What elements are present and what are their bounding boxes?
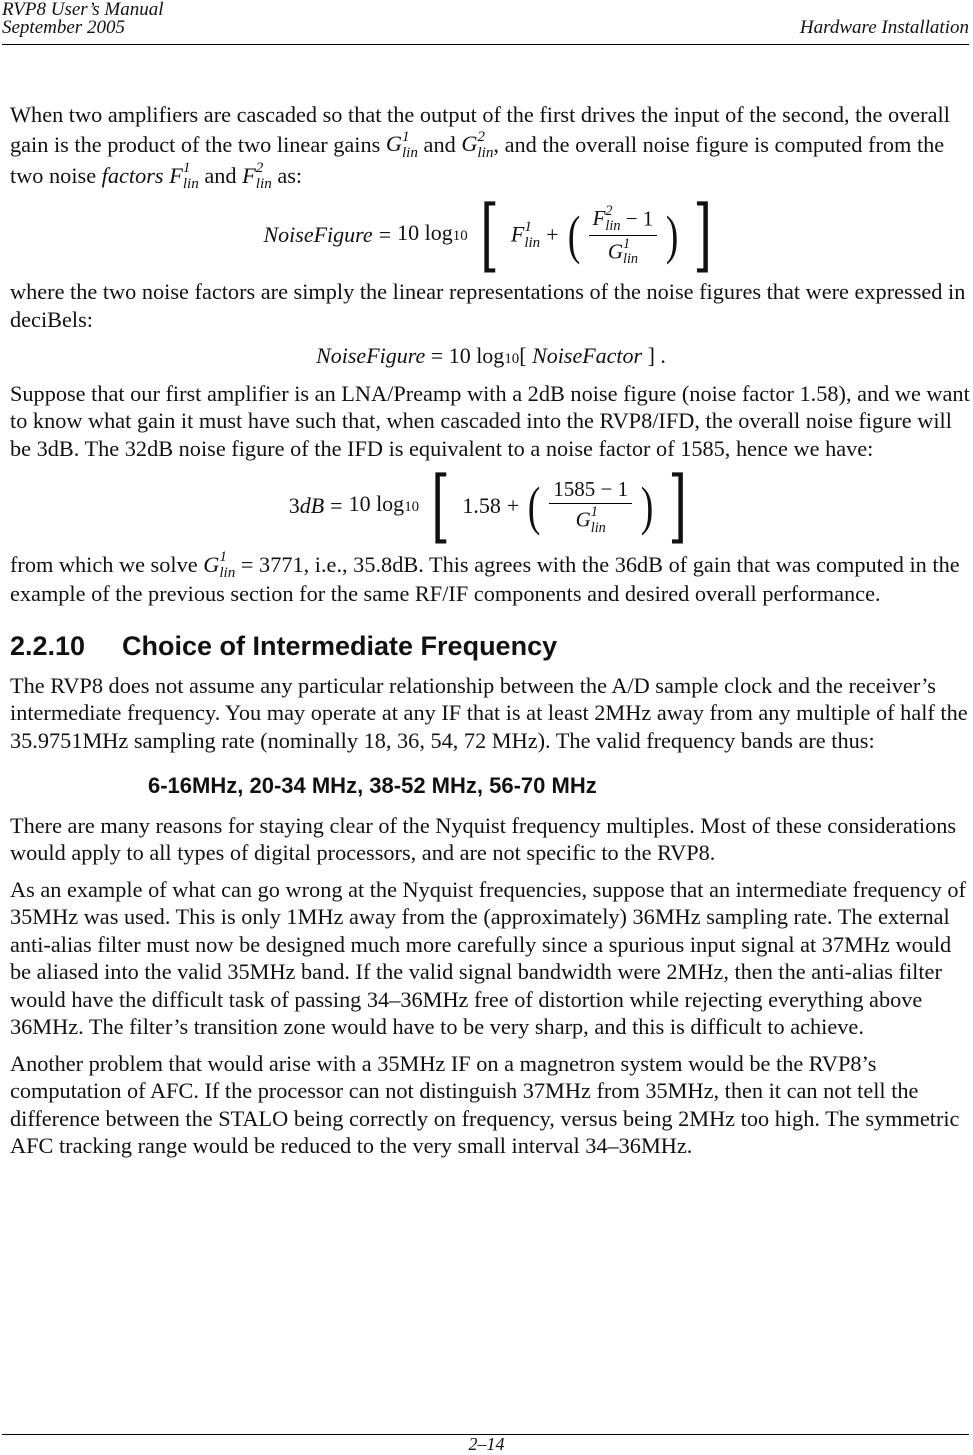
page-body [10,101,972,1169]
paragraph-if-intro: The RVP8 does not assume any particular relationship between the A/D sample clock and the receiver’s intermediate frequency. You may operate at any IF that is at least 2MHz away from any multiple of half the 35.9751MHz sampling rate (nominally 18, 36, 54, 72 MHz). The valid frequency bands are thus: [10,672,968,753]
paragraph-solution: from which we solve G 1 lin = 3771, i.e., 35.8dB. This agrees with the 36dB of gain that was computed in the example of the previous section for the same RF/IF components and desired overall performance. [10,548,960,607]
paragraph-afc-problem: Another problem that would arise with a 35MHz IF on a magnetron system would be the RVP8’s computation of AFC. If the processor can not distinguish 37MHz from 35MHz, then it can not tell the difference between the STALO being correctly on frequency, versus being 2MHz too high. The symmetric AFC tracking range would be reduced to the very small interval 34–36MHz. [10,1050,960,1159]
math-f2: F 2 lin [242,158,272,192]
math-g1: G 1 lin [385,127,418,161]
paragraph-nyquist-example: As an example of what can go wrong at the Nyquist frequencies, suppose that an intermediate frequency of 35MHz was used. This is only 1MHz away from the (approximately) 36MHz sampling rate. The external anti-alias filter must now be designed much more carefully since a spurious input signal at 37MHz would be aliased into the valid 35MHz band. If the valid signal bandwidth were 2MHz, then the anti-alias filter would have the difficult task of passing 34–36MHz free of distortion while rejecting everything above 36MHz. The filter’s transition zone would have to be very sharp, and this is difficult to achieve. [10,876,966,1040]
section-heading [10,630,972,662]
manual-title: RVP8 User’s Manual [2,0,164,20]
math-f1: F 1 lin [169,158,199,192]
equation-3db-example: 3dB = 10 log10 [ 1.58 + ( 1585 − 1 G 1 lin ) ] [288,459,688,553]
equation-noise-figure-cascade: NoiseFigure = 10 log10 [ F 1 lin + ( F 2 lin − 1 G 1 lin ) ] [263,188,713,282]
paragraph-cascade-intro: When two amplifiers are cascaded so that the output of the first drives the input of the second, the overall gain is the product of the two linear gains G 1 lin and G 2 lin , and the overall noise figure is computed from the two noise factors F 1 lin and F 2 lin as: [10,102,950,192]
paragraph-noise-factors: where the two noise factors are simply the linear representations of the noise figures that were expressed in deciBels: [10,279,966,332]
section-number: 2.2.10 [10,630,86,661]
section-title: Choice of Intermediate Frequency [122,630,558,661]
chapter-title: Hardware Installation [799,17,969,38]
valid-frequency-bands: 6-16MHz, 20-34 MHz, 38-52 MHz, 56-70 MHz [148,773,597,799]
paragraph-lna-example: Suppose that our first amplifier is an LNA/Preamp with a 2dB noise figure (noise factor 1.58), and we want to know what gain it must have such that, when cascaded into the RVP8/IFD, the overall noise figure will be 3dB. The 32dB noise figure of the IFD is equivalent to a noise factor of 1585, hence we have: [10,380,970,461]
fraction: F 2 lin − 1 G 1 lin [589,204,658,267]
page-header [2,0,969,45]
manual-date: September 2005 [2,17,125,38]
fraction: 1585 − 1 G 1 lin [549,477,632,535]
equation-noise-figure-def: NoiseFigure = 10 log10[ NoiseFactor ] . [316,343,666,369]
paragraph-nyquist-reasons: There are many reasons for staying clear of the Nyquist frequency multiples. Most of these considerations would apply to all types of digital processors, and are not specific to the RVP8. [10,812,957,866]
math-g2: G 2 lin [461,127,494,161]
page-number: 2–14 [468,1434,505,1454]
